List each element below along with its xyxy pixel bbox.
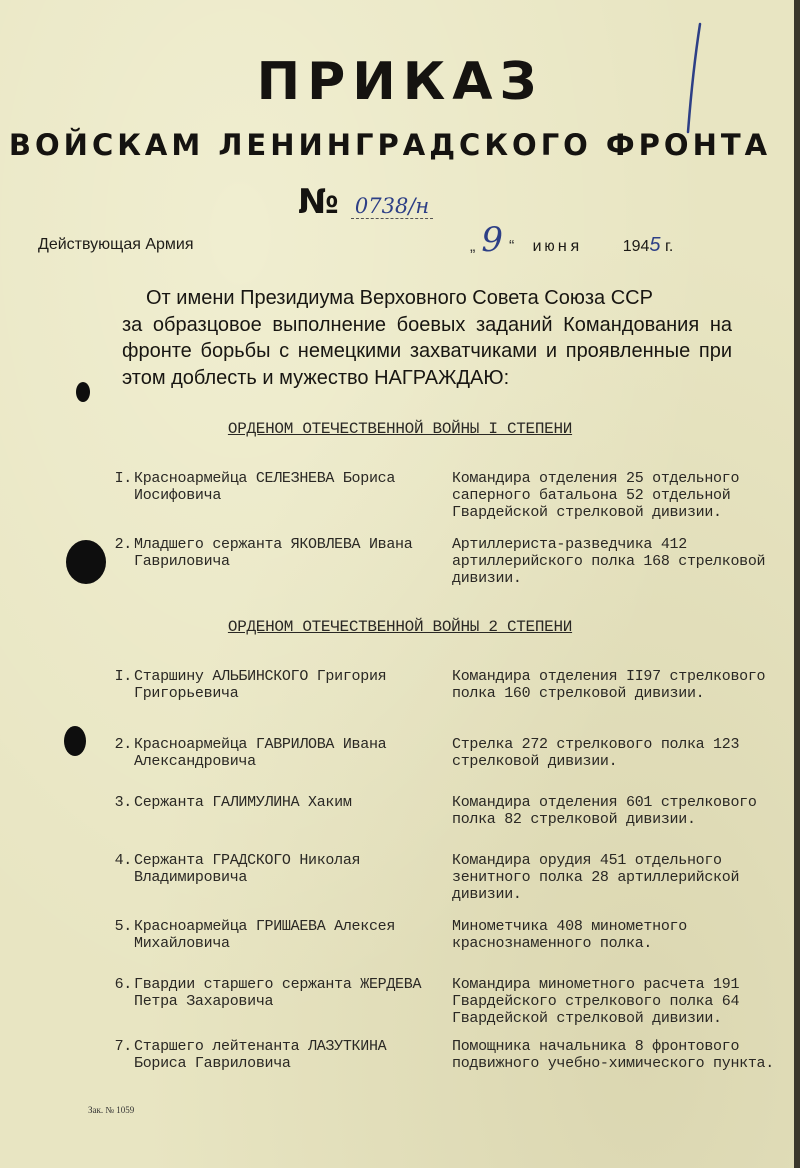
entry-number: 4.	[114, 852, 132, 869]
number-sign: №	[298, 182, 339, 222]
print-mark: Зак. № 1059	[88, 1105, 135, 1115]
entry-name: Гвардии старшего сержанта ЖЕРДЕВА Петра Захаровича	[134, 976, 422, 1010]
entry-role: Артиллериста-разведчика 412 артиллерийского полка 168 стрелковой дивизии.	[452, 536, 766, 587]
entry-name: Сержанта ГРАДСКОГО Николая Владимировича	[134, 852, 361, 886]
punch-hole	[76, 382, 90, 402]
entry-role: Стрелка 272 стрелкового полка 123 стрелковой дивизии.	[452, 736, 740, 770]
entry-number: 6.	[114, 976, 132, 993]
order-date	[470, 220, 673, 260]
entry-name: Красноармейца ГРИШАЕВА Алексея Михайловича	[134, 918, 396, 952]
date-month: июня	[532, 238, 583, 256]
entry-name: Красноармейца СЕЛЕЗНЕВА Бориса Иосифовича	[134, 470, 396, 504]
entry-name: Красноармейца ГАВРИЛОВА Ивана Александровича	[134, 736, 387, 770]
page-edge	[794, 0, 800, 1168]
entry-number: I.	[114, 668, 132, 685]
entry-number: 2.	[114, 536, 132, 553]
entry-number: 3.	[114, 794, 132, 811]
order-subtitle: ВОЙСКАМ ЛЕНИНГРАДСКОГО ФРОНТА	[8, 128, 772, 162]
entry-role: Помощника начальника 8 фронтового подвижного учебно-химического пункта.	[452, 1038, 774, 1072]
entry-role: Командира отделения 601 стрелкового полка 82 стрелковой дивизии.	[452, 794, 757, 828]
preamble-line-2: за образцовое выполнение боевых заданий Командования на фронте борьбы с немецкими захватчиками и проявленные при этом доблесть и мужество НАГРАЖДАЮ:	[122, 313, 732, 389]
preamble-line-1: От имени Президиума Верховного Совета Союза ССР	[146, 287, 653, 309]
section-title: ОРДЕНОМ ОТЕЧЕСТВЕННОЙ ВОЙНЫ 2 СТЕПЕНИ	[227, 618, 573, 636]
entry-name: Сержанта ГАЛИМУЛИНА Хаким	[134, 794, 352, 811]
punch-hole	[64, 726, 86, 756]
entry-role: Командира минометного расчета 191 Гвардейского стрелкового полка 64 Гвардейской стрелковой дивизии.	[452, 976, 740, 1027]
punch-hole	[66, 540, 106, 584]
entry-name: Младшего сержанта ЯКОВЛЕВА Ивана Гавриловича	[134, 536, 413, 570]
date-quote-close: “	[508, 238, 515, 255]
army-label: Действующая Армия	[38, 236, 194, 253]
date-year-suffix: 5	[649, 234, 661, 256]
entry-role: Минометчика 408 минометного краснознаменного полка.	[452, 918, 687, 952]
date-day: 9	[481, 220, 503, 260]
date-year-prefix: 194	[622, 238, 650, 255]
entry-number: 5.	[114, 918, 132, 935]
date-year-unit: г.	[664, 238, 674, 255]
date-quote-open: „	[470, 238, 476, 255]
entry-number: 2.	[114, 736, 132, 753]
entry-name: Старшего лейтенанта ЛАЗУТКИНА Бориса Гавриловича	[134, 1038, 387, 1072]
order-number-row	[298, 182, 433, 222]
order-title: ПРИКАЗ	[256, 52, 544, 112]
entry-number: I.	[114, 470, 132, 487]
entry-number: 7.	[114, 1038, 132, 1055]
section-title: ОРДЕНОМ ОТЕЧЕСТВЕННОЙ ВОЙНЫ I СТЕПЕНИ	[227, 420, 573, 438]
entry-role: Командира отделения II97 стрелкового полка 160 стрелковой дивизии.	[452, 668, 766, 702]
entry-role: Командира орудия 451 отдельного зенитного полка 28 артиллерийской дивизии.	[452, 852, 740, 903]
award-preamble	[122, 285, 732, 391]
entry-role: Командира отделения 25 отдельного саперного батальона 52 отдельной Гвардейской стрелковой дивизии.	[452, 470, 740, 521]
order-number: 0738/н	[351, 194, 433, 219]
entry-name: Старшину АЛЬБИНСКОГО Григория Григорьевича	[134, 668, 387, 702]
